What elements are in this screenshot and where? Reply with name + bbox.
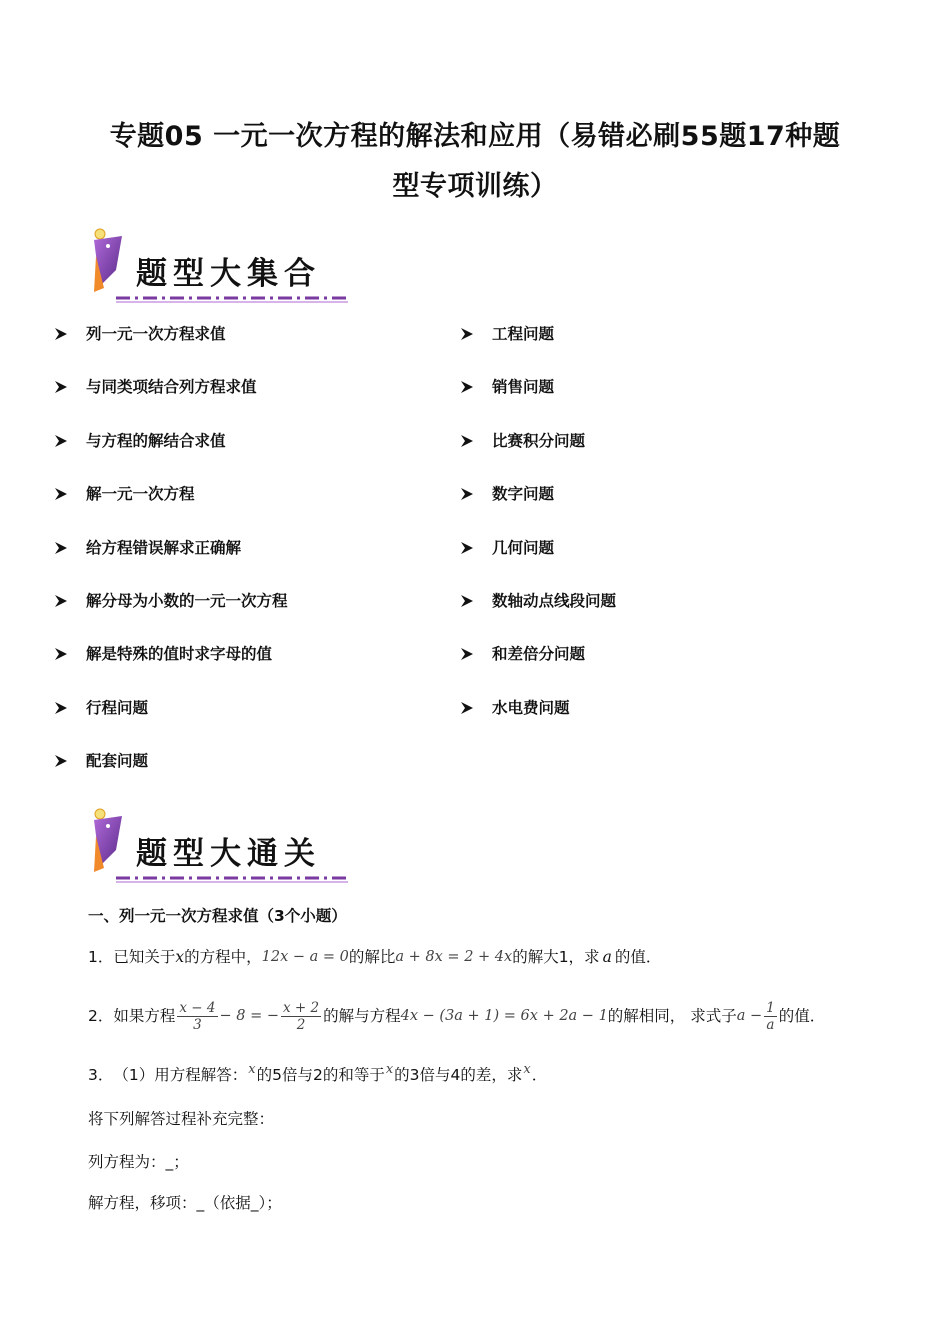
variable-x: x <box>175 948 185 966</box>
question-text: ． <box>531 1066 548 1084</box>
equation: 12x − a = 0 <box>261 949 349 965</box>
section-heading: 一、列一元一次方程求值（3个小题） <box>88 907 347 925</box>
arrow-bullet-icon <box>54 541 86 555</box>
fraction <box>281 1000 321 1033</box>
arrow-bullet-icon <box>54 701 86 715</box>
question-1 <box>88 946 661 968</box>
variable-x: x <box>523 1062 531 1077</box>
arrow-bullet-icon <box>54 647 86 661</box>
toc-label: 数轴动点线段问题 <box>492 592 617 610</box>
toc-label: 水电费问题 <box>492 699 570 717</box>
toc-label: 与方程的解结合求值 <box>86 432 226 450</box>
toc-item[interactable] <box>54 698 148 718</box>
question-text: 的方程中， <box>184 948 262 966</box>
title-line-2: 型专项训练） <box>392 171 558 202</box>
banner-title: 题型大集合 <box>136 256 321 292</box>
question-2 <box>88 996 825 1036</box>
arrow-bullet-icon <box>460 594 492 608</box>
question-text: 如果方程 <box>113 1007 176 1025</box>
question-text: 的5倍与2的和等于 <box>256 1066 385 1084</box>
question-number: 3． <box>88 1066 114 1084</box>
question-text: 的解比 <box>348 948 396 966</box>
question-number: 1． <box>88 948 114 966</box>
title-line-1: 专题05 一元一次方程的解法和应用（易错必刷55题17种题 <box>109 121 841 152</box>
banner-title: 题型大通关 <box>136 836 321 872</box>
question-text: 的值． <box>614 948 662 966</box>
arrow-bullet-icon <box>54 327 86 341</box>
arrow-bullet-icon <box>460 487 492 501</box>
arrow-bullet-icon <box>54 487 86 501</box>
toc-label: 比赛积分问题 <box>492 432 586 450</box>
toc-item[interactable] <box>54 538 241 558</box>
fill-blank-equation: 列方程为：_； <box>88 1153 189 1171</box>
arrow-bullet-icon <box>460 327 492 341</box>
toc-item[interactable] <box>54 484 195 504</box>
numerator: 1 <box>766 999 775 1016</box>
toc-item[interactable] <box>54 751 148 771</box>
toc-label: 解一元一次方程 <box>86 485 195 503</box>
equation-part: a − <box>736 1008 763 1024</box>
toc-label: 列一元一次方程求值 <box>86 325 226 343</box>
arrow-bullet-icon <box>54 434 86 448</box>
toc-label: 和差倍分问题 <box>492 645 586 663</box>
toc-label: 解分母为小数的一元一次方程 <box>86 592 288 610</box>
question-number: 2． <box>88 1007 114 1025</box>
question-text: 的解相同， 求式子 <box>607 1007 737 1025</box>
denominator: 2 <box>296 1016 306 1033</box>
toc-label: 销售问题 <box>492 378 555 396</box>
toc-label: 解是特殊的值时求字母的值 <box>86 645 273 663</box>
variable-x: x <box>385 1062 394 1077</box>
fraction <box>764 1000 777 1033</box>
question-text: 的值． <box>778 1007 826 1025</box>
toc-item[interactable] <box>54 591 288 611</box>
question-text: 的解与方程 <box>323 1007 401 1025</box>
toc-label: 行程问题 <box>86 699 149 717</box>
arrow-bullet-icon <box>460 434 492 448</box>
toc-item[interactable] <box>460 377 554 397</box>
arrow-bullet-icon <box>460 647 492 661</box>
banner-question-types <box>86 226 356 308</box>
toc-item[interactable] <box>460 431 585 451</box>
toc-item[interactable] <box>460 591 616 611</box>
banner-question-practice <box>86 806 356 888</box>
toc-label: 配套问题 <box>86 752 149 770</box>
arrow-bullet-icon <box>460 541 492 555</box>
toc-item[interactable] <box>460 324 554 344</box>
question-text: 的3倍与4的差，求 <box>394 1066 523 1084</box>
arrow-bullet-icon <box>460 701 492 715</box>
equation-part: − 8 = − <box>219 1008 280 1024</box>
equation: 4x − (3a + 1) = 6x + 2a − 1 <box>400 1008 608 1024</box>
document-title <box>70 112 880 212</box>
toc-label: 给方程错误解求正确解 <box>86 539 242 557</box>
variable-x: x <box>248 1062 256 1077</box>
denominator: a <box>766 1016 775 1033</box>
variable-a: a <box>602 948 612 966</box>
question-3 <box>88 1064 547 1086</box>
toc-item[interactable] <box>460 538 554 558</box>
fraction <box>177 1000 217 1033</box>
toc-item[interactable] <box>460 698 570 718</box>
question-text: 的解大1，求 <box>512 948 600 966</box>
question-text: 已知关于 <box>113 948 176 966</box>
fill-blank-solve: 解方程，移项：_（依据_）； <box>88 1194 282 1212</box>
question-text: （1）用方程解答： <box>113 1066 248 1084</box>
toc-item[interactable] <box>54 644 272 664</box>
arrow-bullet-icon <box>54 380 86 394</box>
numerator: x − 4 <box>179 999 216 1016</box>
instruction-line: 将下列解答过程补充完整： <box>88 1110 275 1128</box>
toc-label: 几何问题 <box>492 539 555 557</box>
toc-item[interactable] <box>54 324 226 344</box>
toc-item[interactable] <box>54 377 257 397</box>
toc-item[interactable] <box>54 431 226 451</box>
toc-item[interactable] <box>460 484 554 504</box>
toc-item[interactable] <box>460 644 585 664</box>
toc-label: 数字问题 <box>492 485 555 503</box>
equation: a + 8x = 2 + 4x <box>395 949 513 965</box>
numerator: x + 2 <box>283 999 320 1016</box>
arrow-bullet-icon <box>54 754 86 768</box>
toc-label: 与同类项结合列方程求值 <box>86 378 257 396</box>
denominator: 3 <box>193 1016 202 1033</box>
arrow-bullet-icon <box>54 594 86 608</box>
arrow-bullet-icon <box>460 380 492 394</box>
toc-label: 工程问题 <box>492 325 555 343</box>
